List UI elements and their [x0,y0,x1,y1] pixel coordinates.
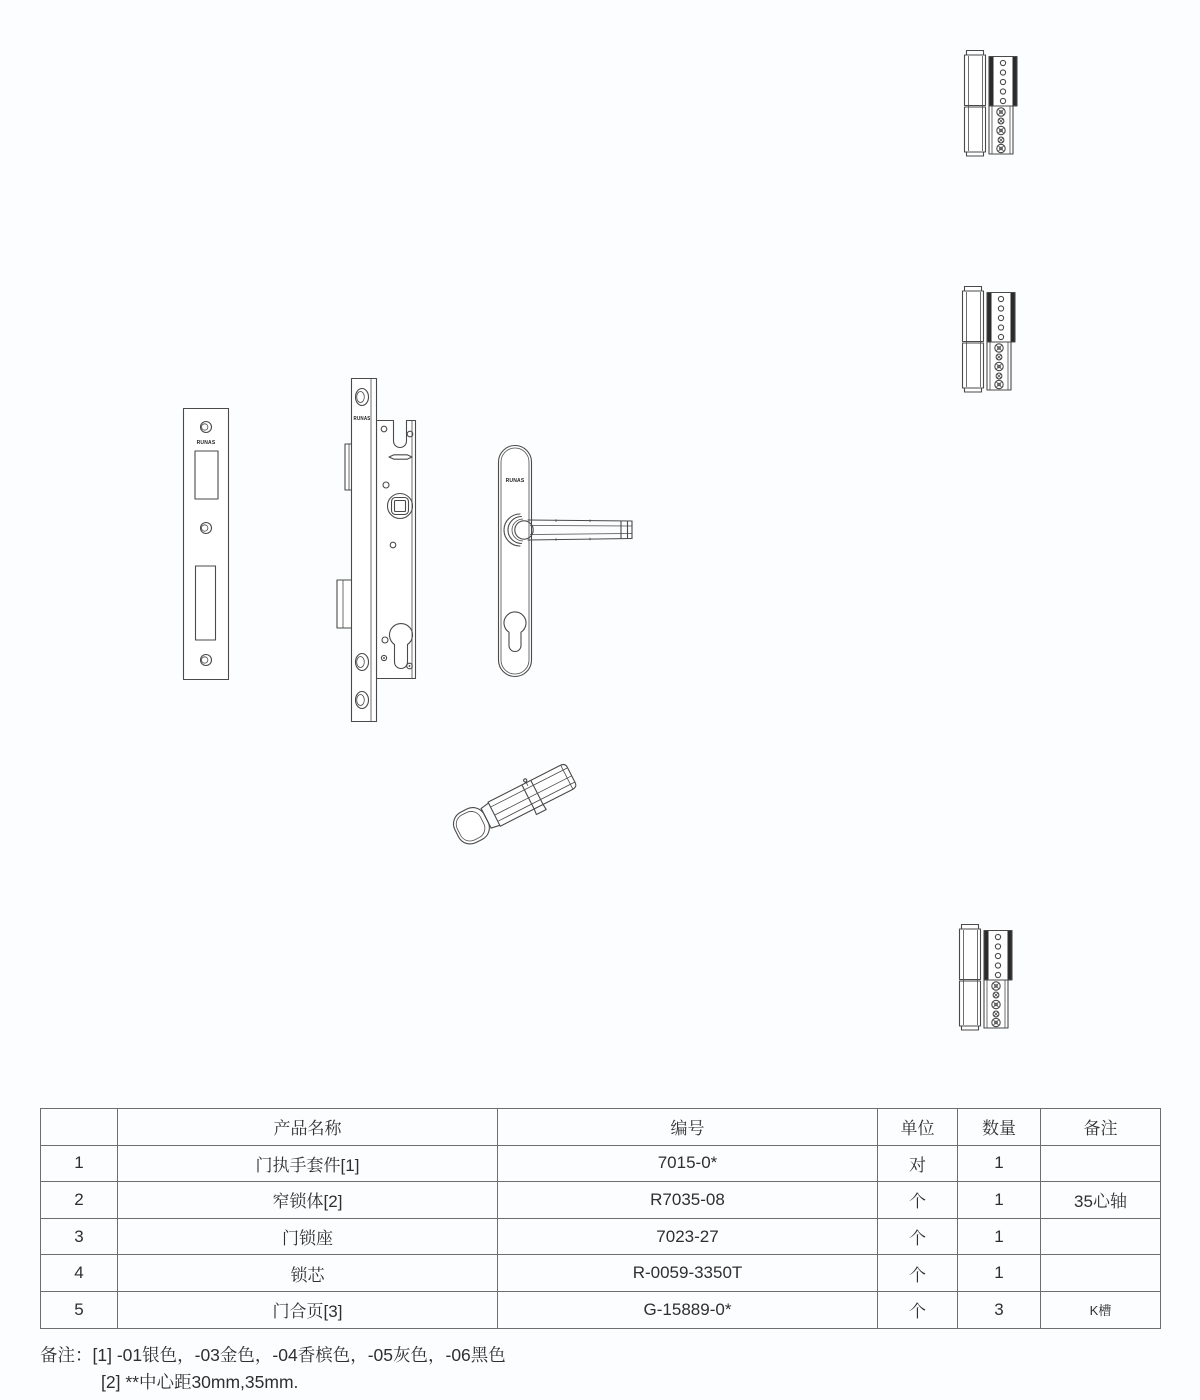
cell-unit: 个 [878,1218,958,1255]
cell-code: G-15889-0* [498,1291,878,1328]
brand-logo-handle: RUNAS [505,478,525,484]
cell-note [1041,1145,1161,1182]
table-row [41,1218,1161,1255]
footnote-line-1: [1] -01银色，-03金色，-04香槟色，-05灰色，-06黑色 [92,1345,506,1365]
cell-code: 7023-27 [498,1218,878,1255]
cell-index: 5 [41,1291,118,1328]
table-row [41,1291,1161,1328]
header-unit: 单位 [878,1109,958,1146]
header-quantity: 数量 [958,1109,1041,1146]
brand-logo-lock-body: RUNAS [353,416,371,423]
cell-quantity: 1 [958,1145,1041,1182]
door-hinge-drawing-middle [961,286,1017,394]
door-hinge-drawing-bottom [958,924,1014,1032]
header-product-name: 产品名称 [118,1109,498,1146]
cell-note: 35心轴 [1041,1182,1161,1219]
cell-code: 7015-0* [498,1145,878,1182]
footnotes [40,1342,506,1396]
cell-product-name: 门锁座 [118,1218,498,1255]
header-note: 备注 [1041,1109,1161,1146]
cell-quantity: 1 [958,1255,1041,1292]
door-handle-drawing [494,442,642,682]
cell-index: 4 [41,1255,118,1292]
cell-unit: 个 [878,1182,958,1219]
parts-table [40,1108,1161,1329]
cell-product-name: 门合页[3] [118,1291,498,1328]
lock-cylinder-drawing [448,744,588,850]
cell-product-name: 锁芯 [118,1255,498,1292]
cell-code: R7035-08 [498,1182,878,1219]
cell-code: R-0059-3350T [498,1255,878,1292]
table-header-row [41,1109,1161,1146]
cell-index: 2 [41,1182,118,1219]
header-index [41,1109,118,1146]
table-row [41,1255,1161,1292]
cell-quantity: 3 [958,1291,1041,1328]
cell-quantity: 1 [958,1182,1041,1219]
footnote-label: 备注： [40,1345,93,1365]
cell-note [1041,1255,1161,1292]
lock-body-drawing [316,373,428,723]
cell-unit: 对 [878,1145,958,1182]
cell-unit: 个 [878,1291,958,1328]
cell-quantity: 1 [958,1218,1041,1255]
cell-note [1041,1218,1161,1255]
cell-product-name: 门执手套件[1] [118,1145,498,1182]
cell-product-name: 窄锁体[2] [118,1182,498,1219]
door-hinge-drawing-top [963,50,1019,158]
cell-index: 3 [41,1218,118,1255]
cell-index: 1 [41,1145,118,1182]
table-row [41,1145,1161,1182]
cell-unit: 个 [878,1255,958,1292]
brand-logo-strike-plate: RUNAS [196,440,216,446]
table-row [41,1182,1161,1219]
cell-note: K槽 [1041,1291,1161,1328]
footnote-line-2: [2] **中心距30mm,35mm. [101,1372,299,1392]
header-code: 编号 [498,1109,878,1146]
strike-plate-drawing [182,407,230,681]
